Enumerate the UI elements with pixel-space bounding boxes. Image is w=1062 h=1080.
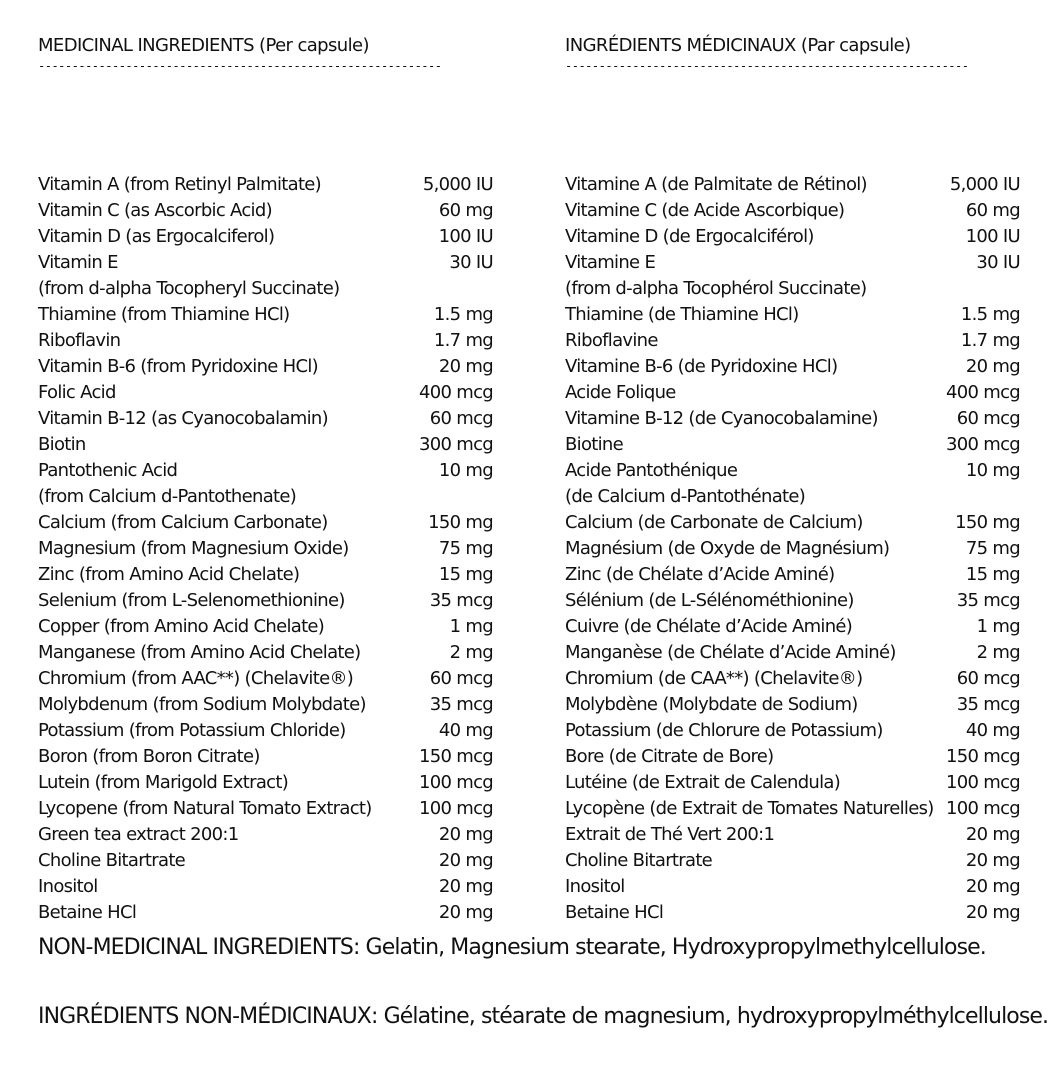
ingredient-amount: 400 mcg xyxy=(945,382,1020,403)
ingredient-name-cell xyxy=(565,848,954,874)
ingredient-row xyxy=(38,458,493,510)
ingredient-name: Calcium (de Carbonate de Calcium) xyxy=(565,512,863,533)
ingredient-row xyxy=(565,614,1020,640)
ingredient-row xyxy=(565,510,1020,536)
ingredient-amount: 10 mg xyxy=(965,460,1020,481)
ingredient-amount: 100 mcg xyxy=(418,798,493,819)
ingredient-name: Potassium (de Chlorure de Potassium) xyxy=(565,720,883,741)
ingredient-amount: 150 mcg xyxy=(945,746,1020,767)
ingredient-name-cell xyxy=(565,744,934,770)
ingredient-row xyxy=(38,744,493,770)
ingredient-row xyxy=(38,224,493,250)
french-header-divider: ------------------------------------------------------------ xyxy=(565,61,969,73)
ingredient-name-cell xyxy=(38,640,438,666)
ingredient-name: Lycopène (de Extrait de Tomates Naturelles) xyxy=(565,798,934,819)
ingredient-name: Zinc (de Chélate d’Acide Aminé) xyxy=(565,564,835,585)
ingredient-row xyxy=(38,172,493,198)
ingredient-name-cell xyxy=(38,172,411,198)
ingredient-row xyxy=(38,198,493,224)
ingredient-amount: 1.5 mg xyxy=(433,304,493,325)
ingredient-name-cell xyxy=(565,172,938,198)
french-ingredients-column xyxy=(565,33,1020,923)
ingredient-row xyxy=(565,536,1020,562)
ingredient-name: Sélénium (de L-Sélénométhionine) xyxy=(565,590,854,611)
ingredient-amount: 35 mcg xyxy=(956,590,1020,611)
ingredient-name: Manganese (from Amino Acid Chelate) xyxy=(38,642,361,663)
ingredient-name-cell xyxy=(565,614,965,640)
ingredient-amount: 10 mg xyxy=(438,460,493,481)
ingredient-name-cell xyxy=(38,666,418,692)
ingredient-row xyxy=(565,640,1020,666)
ingredient-name: Chromium (from AAC**) (Chelavite®) xyxy=(38,668,354,689)
ingredient-row xyxy=(565,172,1020,198)
ingredient-row xyxy=(565,822,1020,848)
ingredient-name: Selenium (from L-Selenomethionine) xyxy=(38,590,345,611)
ingredient-row xyxy=(38,614,493,640)
ingredient-amount: 300 mcg xyxy=(945,434,1020,455)
ingredient-amount: 20 mg xyxy=(438,876,493,897)
ingredient-name-cell xyxy=(565,432,934,458)
ingredient-name-cell xyxy=(38,744,407,770)
ingredient-amount: 60 mcg xyxy=(429,668,493,689)
ingredient-name: Cuivre (de Chélate d’Acide Aminé) xyxy=(565,616,853,637)
ingredient-name: Inositol xyxy=(38,876,98,897)
ingredient-name: Vitamine A (de Palmitate de Rétinol) xyxy=(565,174,867,195)
ingredient-row xyxy=(565,406,1020,432)
ingredient-row xyxy=(38,900,493,926)
ingredient-name-cell xyxy=(565,692,945,718)
ingredient-name-cell xyxy=(565,302,949,328)
ingredient-row xyxy=(565,458,1020,510)
ingredient-name: Calcium (from Calcium Carbonate) xyxy=(38,512,328,533)
ingredient-name-cell xyxy=(38,380,407,406)
ingredient-name-cell xyxy=(565,640,965,666)
ingredient-amount: 60 mcg xyxy=(956,668,1020,689)
ingredient-amount: 20 mg xyxy=(438,850,493,871)
ingredient-name: Molybdenum (from Sodium Molybdate) xyxy=(38,694,366,715)
ingredient-amount: 100 mcg xyxy=(945,772,1020,793)
ingredient-name: Biotine xyxy=(565,434,624,455)
ingredient-amount: 5,000 IU xyxy=(949,174,1020,195)
ingredient-name: Betaine HCl xyxy=(565,902,664,923)
ingredient-amount: 60 mg xyxy=(438,200,493,221)
ingredient-name: Vitamin D (as Ergocalciferol) xyxy=(38,226,275,247)
ingredient-row xyxy=(38,770,493,796)
ingredient-row xyxy=(38,562,493,588)
ingredient-name: Molybdène (Molybdate de Sodium) xyxy=(565,694,858,715)
ingredient-row xyxy=(38,432,493,458)
ingredient-row xyxy=(565,302,1020,328)
ingredient-row xyxy=(565,744,1020,770)
ingredient-amount: 400 mcg xyxy=(418,382,493,403)
ingredient-name-cell xyxy=(565,796,934,822)
ingredient-amount: 15 mg xyxy=(438,564,493,585)
ingredient-name: Manganèse (de Chélate d’Acide Aminé) xyxy=(565,642,896,663)
ingredient-amount: 100 IU xyxy=(438,226,493,247)
ingredient-name-cell xyxy=(565,562,954,588)
ingredient-name: Pantothenic Acid xyxy=(38,460,178,481)
ingredient-name-cell xyxy=(38,510,416,536)
ingredient-row xyxy=(38,406,493,432)
ingredient-amount: 1 mg xyxy=(976,616,1020,637)
ingredient-name: Biotin xyxy=(38,434,86,455)
ingredient-amount: 100 IU xyxy=(965,226,1020,247)
ingredient-name: Thiamine (from Thiamine HCl) xyxy=(38,304,290,325)
ingredient-name-cell xyxy=(565,718,954,744)
ingredient-name: Vitamin A (from Retinyl Palmitate) xyxy=(38,174,322,195)
ingredient-source: (from d-alpha Tocopheryl Succinate) xyxy=(38,278,340,299)
ingredient-row xyxy=(38,510,493,536)
ingredient-name: Bore (de Citrate de Bore) xyxy=(565,746,774,767)
ingredient-row xyxy=(565,224,1020,250)
ingredient-name-cell xyxy=(38,458,427,510)
ingredient-amount: 300 mcg xyxy=(418,434,493,455)
ingredient-name: Thiamine (de Thiamine HCl) xyxy=(565,304,799,325)
ingredient-row xyxy=(38,692,493,718)
ingredient-name-cell xyxy=(38,354,427,380)
ingredient-name-cell xyxy=(38,848,427,874)
ingredient-name: Riboflavin xyxy=(38,330,121,351)
ingredient-amount: 150 mcg xyxy=(418,746,493,767)
ingredient-amount: 15 mg xyxy=(965,564,1020,585)
english-ingredient-list xyxy=(38,172,493,926)
ingredient-name-cell xyxy=(565,354,954,380)
ingredient-row xyxy=(38,640,493,666)
ingredient-row xyxy=(565,900,1020,926)
ingredient-row xyxy=(38,354,493,380)
ingredient-amount: 35 mcg xyxy=(429,694,493,715)
ingredient-name: Lycopene (from Natural Tomato Extract) xyxy=(38,798,372,819)
ingredient-row xyxy=(38,848,493,874)
ingredient-name: Lutéine (de Extrait de Calendula) xyxy=(565,772,841,793)
ingredient-name-cell xyxy=(565,380,934,406)
ingredient-row xyxy=(565,588,1020,614)
ingredient-amount: 2 mg xyxy=(976,642,1020,663)
ingredient-row xyxy=(565,666,1020,692)
ingredient-name: Zinc (from Amino Acid Chelate) xyxy=(38,564,300,585)
ingredient-amount: 100 mcg xyxy=(418,772,493,793)
french-ingredient-list xyxy=(565,172,1020,926)
ingredient-amount: 1.5 mg xyxy=(960,304,1020,325)
ingredient-name-cell xyxy=(565,588,945,614)
ingredient-name-cell xyxy=(565,250,964,302)
ingredient-name: Vitamine D (de Ergocalciférol) xyxy=(565,226,814,247)
ingredient-amount: 20 mg xyxy=(965,824,1020,845)
ingredient-source: (from d-alpha Tocophérol Succinate) xyxy=(565,278,867,299)
ingredient-amount: 100 mcg xyxy=(945,798,1020,819)
ingredient-row xyxy=(565,692,1020,718)
ingredient-row xyxy=(38,718,493,744)
ingredient-amount: 20 mg xyxy=(965,902,1020,923)
ingredient-name-cell xyxy=(565,406,945,432)
ingredient-amount: 150 mg xyxy=(955,512,1020,533)
ingredient-name-cell xyxy=(38,822,427,848)
ingredient-name: Copper (from Amino Acid Chelate) xyxy=(38,616,325,637)
ingredient-name-cell xyxy=(565,666,945,692)
ingredient-row xyxy=(38,588,493,614)
ingredient-amount: 75 mg xyxy=(438,538,493,559)
ingredient-amount: 20 mg xyxy=(438,824,493,845)
ingredient-row xyxy=(38,380,493,406)
ingredient-name: Folic Acid xyxy=(38,382,116,403)
ingredient-amount: 1 mg xyxy=(449,616,493,637)
ingredient-row xyxy=(565,354,1020,380)
ingredient-name: Riboflavine xyxy=(565,330,658,351)
ingredient-name: Magnesium (from Magnesium Oxide) xyxy=(38,538,349,559)
ingredient-name: Vitamin C (as Ascorbic Acid) xyxy=(38,200,272,221)
ingredient-amount: 20 mg xyxy=(438,902,493,923)
ingredient-name-cell xyxy=(565,328,949,354)
ingredient-amount: 1.7 mg xyxy=(433,330,493,351)
ingredient-name: Choline Bitartrate xyxy=(565,850,713,871)
ingredient-name-cell xyxy=(565,198,954,224)
ingredient-row xyxy=(38,328,493,354)
ingredient-name: Vitamin B-6 (from Pyridoxine HCl) xyxy=(38,356,318,377)
ingredient-name-cell xyxy=(38,718,427,744)
ingredient-name-cell xyxy=(565,822,954,848)
ingredient-row xyxy=(38,302,493,328)
ingredient-name: Acide Folique xyxy=(565,382,676,403)
english-column-header: MEDICINAL INGREDIENTS (Per capsule) xyxy=(38,35,369,56)
ingredient-name-cell xyxy=(38,770,407,796)
french-non-medicinal-ingredients: INGRÉDIENTS NON-MÉDICINAUX: Gélatine, stéarate de magnesium, hydroxypropylméthylcellulose. xyxy=(38,1004,1049,1029)
ingredient-row xyxy=(565,562,1020,588)
ingredient-name-cell xyxy=(38,536,427,562)
ingredient-name-cell xyxy=(38,692,418,718)
ingredient-row xyxy=(565,198,1020,224)
ingredient-source: (from Calcium d-Pantothenate) xyxy=(38,486,297,507)
ingredient-amount: 75 mg xyxy=(965,538,1020,559)
ingredient-name: Boron (from Boron Citrate) xyxy=(38,746,260,767)
ingredient-row xyxy=(565,718,1020,744)
ingredient-name: Vitamine C (de Acide Ascorbique) xyxy=(565,200,845,221)
ingredient-amount: 20 mg xyxy=(965,850,1020,871)
ingredient-name: Potassium (from Potassium Chloride) xyxy=(38,720,346,741)
ingredient-amount: 30 IU xyxy=(976,252,1020,273)
ingredient-name-cell xyxy=(38,614,438,640)
english-ingredients-column xyxy=(38,33,493,923)
ingredient-name-cell xyxy=(38,406,418,432)
ingredient-amount: 40 mg xyxy=(965,720,1020,741)
ingredient-source: (de Calcium d-Pantothénate) xyxy=(565,486,806,507)
ingredient-name-cell xyxy=(38,900,427,926)
english-non-medicinal-ingredients: NON-MEDICINAL INGREDIENTS: Gelatin, Magnesium stearate, Hydroxypropylmethylcellulose. xyxy=(38,935,986,960)
ingredient-name: Vitamin B-12 (as Cyanocobalamin) xyxy=(38,408,328,429)
ingredient-name-cell xyxy=(565,874,954,900)
ingredient-amount: 150 mg xyxy=(428,512,493,533)
ingredient-name-cell xyxy=(565,510,943,536)
ingredient-amount: 60 mcg xyxy=(429,408,493,429)
ingredient-row xyxy=(565,874,1020,900)
ingredient-row xyxy=(565,250,1020,302)
ingredient-name: Inositol xyxy=(565,876,625,897)
ingredient-name: Lutein (from Marigold Extract) xyxy=(38,772,289,793)
ingredient-name-cell xyxy=(38,250,437,302)
ingredient-amount: 1.7 mg xyxy=(960,330,1020,351)
ingredient-name: Extrait de Thé Vert 200:1 xyxy=(565,824,775,845)
ingredient-name: Vitamine B-12 (de Cyanocobalamine) xyxy=(565,408,878,429)
ingredient-name: Vitamin E xyxy=(38,252,118,273)
ingredient-amount: 20 mg xyxy=(965,356,1020,377)
ingredient-amount: 35 mcg xyxy=(429,590,493,611)
ingredient-name: Green tea extract 200:1 xyxy=(38,824,239,845)
ingredient-name-cell xyxy=(38,198,427,224)
ingredient-row xyxy=(38,874,493,900)
ingredient-name-cell xyxy=(565,536,954,562)
ingredient-amount: 2 mg xyxy=(449,642,493,663)
ingredient-name: Choline Bitartrate xyxy=(38,850,186,871)
ingredient-row xyxy=(565,796,1020,822)
ingredient-amount: 60 mcg xyxy=(956,408,1020,429)
ingredient-name: Vitamine E xyxy=(565,252,656,273)
ingredient-amount: 30 IU xyxy=(449,252,493,273)
ingredient-name-cell xyxy=(565,224,954,250)
ingredient-row xyxy=(565,328,1020,354)
ingredient-row xyxy=(565,770,1020,796)
ingredient-amount: 5,000 IU xyxy=(422,174,493,195)
english-header-divider: ------------------------------------------------------------ xyxy=(38,61,442,73)
ingredient-name-cell xyxy=(38,874,427,900)
ingredient-amount: 35 mcg xyxy=(956,694,1020,715)
ingredient-row xyxy=(38,250,493,302)
ingredient-name-cell xyxy=(38,432,407,458)
ingredient-row xyxy=(38,796,493,822)
ingredient-row xyxy=(565,432,1020,458)
ingredient-row xyxy=(565,848,1020,874)
ingredient-name-cell xyxy=(38,328,422,354)
ingredient-amount: 60 mg xyxy=(965,200,1020,221)
ingredient-name-cell xyxy=(565,458,954,510)
ingredient-amount: 20 mg xyxy=(965,876,1020,897)
french-column-header: INGRÉDIENTS MÉDICINAUX (Par capsule) xyxy=(565,35,911,56)
ingredient-amount: 20 mg xyxy=(438,356,493,377)
ingredient-name: Chromium (de CAA**) (Chelavite®) xyxy=(565,668,863,689)
ingredient-name-cell xyxy=(38,302,422,328)
ingredient-row xyxy=(38,822,493,848)
ingredient-row xyxy=(565,380,1020,406)
ingredient-name-cell xyxy=(38,796,407,822)
ingredient-row xyxy=(38,666,493,692)
ingredient-name: Acide Pantothénique xyxy=(565,460,738,481)
ingredient-row xyxy=(38,536,493,562)
ingredient-amount: 40 mg xyxy=(438,720,493,741)
ingredient-name-cell xyxy=(38,588,418,614)
ingredient-name: Magnésium (de Oxyde de Magnésium) xyxy=(565,538,890,559)
ingredient-name-cell xyxy=(565,770,934,796)
ingredient-name: Vitamine B-6 (de Pyridoxine HCl) xyxy=(565,356,838,377)
ingredient-name: Betaine HCl xyxy=(38,902,137,923)
ingredient-name-cell xyxy=(565,900,954,926)
ingredient-name-cell xyxy=(38,562,427,588)
ingredient-name-cell xyxy=(38,224,427,250)
